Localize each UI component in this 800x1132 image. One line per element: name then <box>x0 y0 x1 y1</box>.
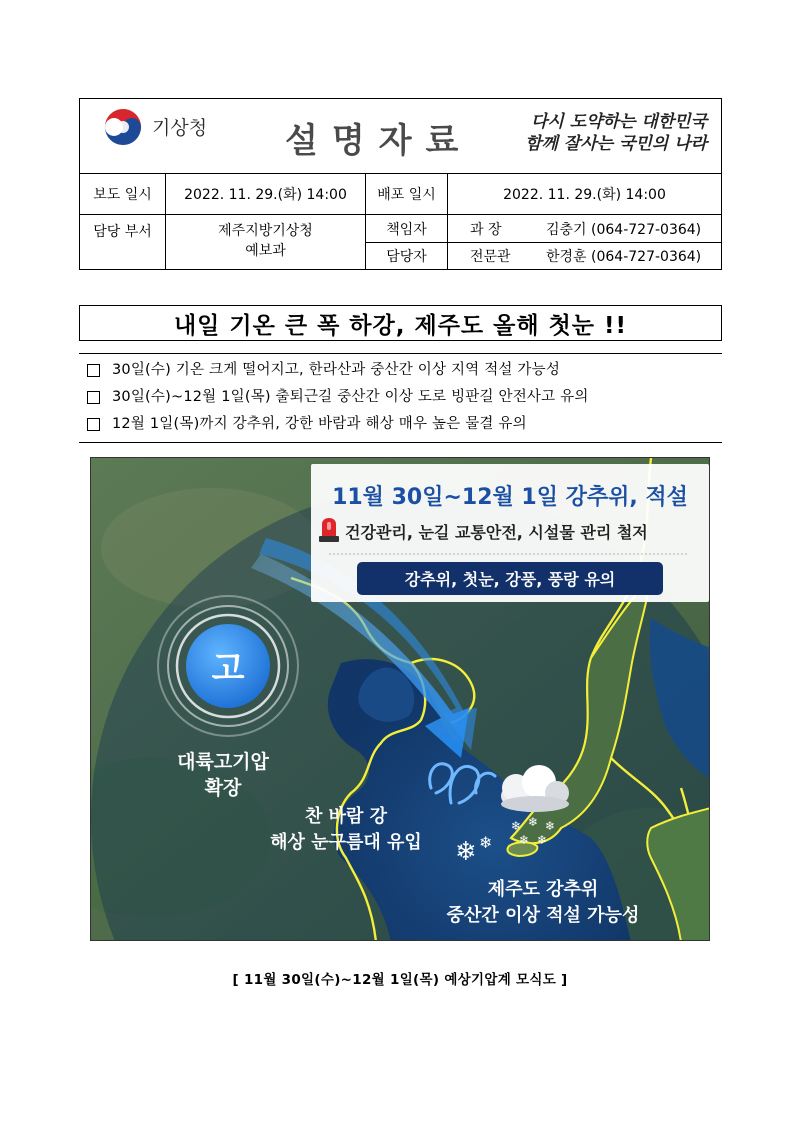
high-pressure-symbol: 고 <box>211 649 245 689</box>
responsible-person <box>448 215 721 242</box>
date-row <box>80 174 721 215</box>
svg-text:❄: ❄ <box>545 819 556 833</box>
department-value <box>166 215 366 269</box>
responsible-label: 책임자 <box>386 221 427 238</box>
contact-label: 담당자 <box>366 242 447 269</box>
wind-label-line-2: 해상 눈구름대 유입 <box>270 832 422 853</box>
document-type-title: 설명자료 <box>285 121 473 161</box>
header-title-row <box>80 99 721 174</box>
responsible-contact: 김충기 (064-727-0364) <box>546 221 702 238</box>
slogan-line-1: 다시 도약하는 대한민국 <box>530 112 707 132</box>
government-slogan <box>507 111 707 155</box>
bullet-text: 30일(수)~12월 1일(목) 출퇴근길 중산간 이상 도로 빙판길 안전사고 유의 <box>112 389 589 405</box>
svg-text:❄: ❄ <box>455 837 477 867</box>
report-date-label: 보도 일시 <box>80 174 166 214</box>
bullet-item <box>79 411 722 438</box>
wind-label-line-1: 찬 바람 강 <box>304 806 388 827</box>
svg-text:❄: ❄ <box>479 833 493 852</box>
department-line-1: 제주지방기상청 <box>218 223 313 239</box>
checkbox-square-icon <box>87 391 100 404</box>
map-svg <box>91 458 710 941</box>
headline: 내일 기온 큰 폭 하강, 제주도 올해 첫눈 !! <box>79 305 722 341</box>
banner-title: 11월 30일~12월 1일 강추위, 적설 <box>332 485 688 510</box>
department-label: 담당 부서 <box>80 215 166 269</box>
figure-caption: [ 11월 30일(수)~12월 1일(목) 예상기압계 모식도 ] <box>232 972 568 988</box>
big-snowflake-icon <box>455 837 477 867</box>
distribution-date-label: 배포 일시 <box>366 174 448 214</box>
bullet-text: 30일(수) 기온 크게 떨어지고, 한라산과 중산간 이상 지역 적설 가능성 <box>112 362 561 378</box>
responsible-role: 과 장 <box>470 221 502 238</box>
department-line-2: 예보과 <box>245 243 286 259</box>
banner-badge: 강추위, 첫눈, 강풍, 풍랑 유의 <box>404 570 616 589</box>
distribution-date-value: 2022. 11. 29.(화) 14:00 <box>503 187 666 203</box>
header-table <box>79 98 722 270</box>
department-row <box>80 215 721 269</box>
summary-bullets <box>79 353 722 443</box>
high-label-line-2: 확장 <box>204 777 242 799</box>
kma-emblem-icon <box>102 107 146 147</box>
contact-contact: 한경훈 (064-727-0364) <box>546 249 702 265</box>
pressure-pattern-map <box>90 457 710 941</box>
banner-subtitle: 건강관리, 눈길 교통안전, 시설물 관리 철저 <box>345 523 648 542</box>
bullet-item <box>79 357 722 384</box>
jeju-label-line-2: 중산간 이상 적설 가능성 <box>446 905 640 926</box>
report-date-value: 2022. 11. 29.(화) 14:00 <box>166 174 366 214</box>
agency-name: 기상청 <box>152 117 208 139</box>
jeju-label-line-1: 제주도 강추위 <box>487 879 599 900</box>
contact-role-labels <box>366 215 448 269</box>
checkbox-square-icon <box>87 364 100 377</box>
svg-text:❄: ❄ <box>537 833 548 847</box>
contact-person <box>448 242 721 269</box>
contact-details <box>448 215 721 269</box>
slogan-line-2: 함께 잘사는 국민의 나라 <box>525 134 707 154</box>
checkbox-square-icon <box>87 418 100 431</box>
small-snowflake-icon <box>479 833 492 852</box>
svg-text:❄: ❄ <box>511 819 522 833</box>
svg-text:❄: ❄ <box>519 833 530 847</box>
high-label-line-1: 대륙고기압 <box>177 751 269 773</box>
svg-text:❄: ❄ <box>528 815 539 829</box>
bullet-item <box>79 384 722 411</box>
kma-logo <box>102 107 242 147</box>
bullet-text: 12월 1일(목)까지 강추위, 강한 바람과 해상 매우 높은 물결 유의 <box>112 416 527 432</box>
contact-role: 전문관 <box>470 249 511 265</box>
